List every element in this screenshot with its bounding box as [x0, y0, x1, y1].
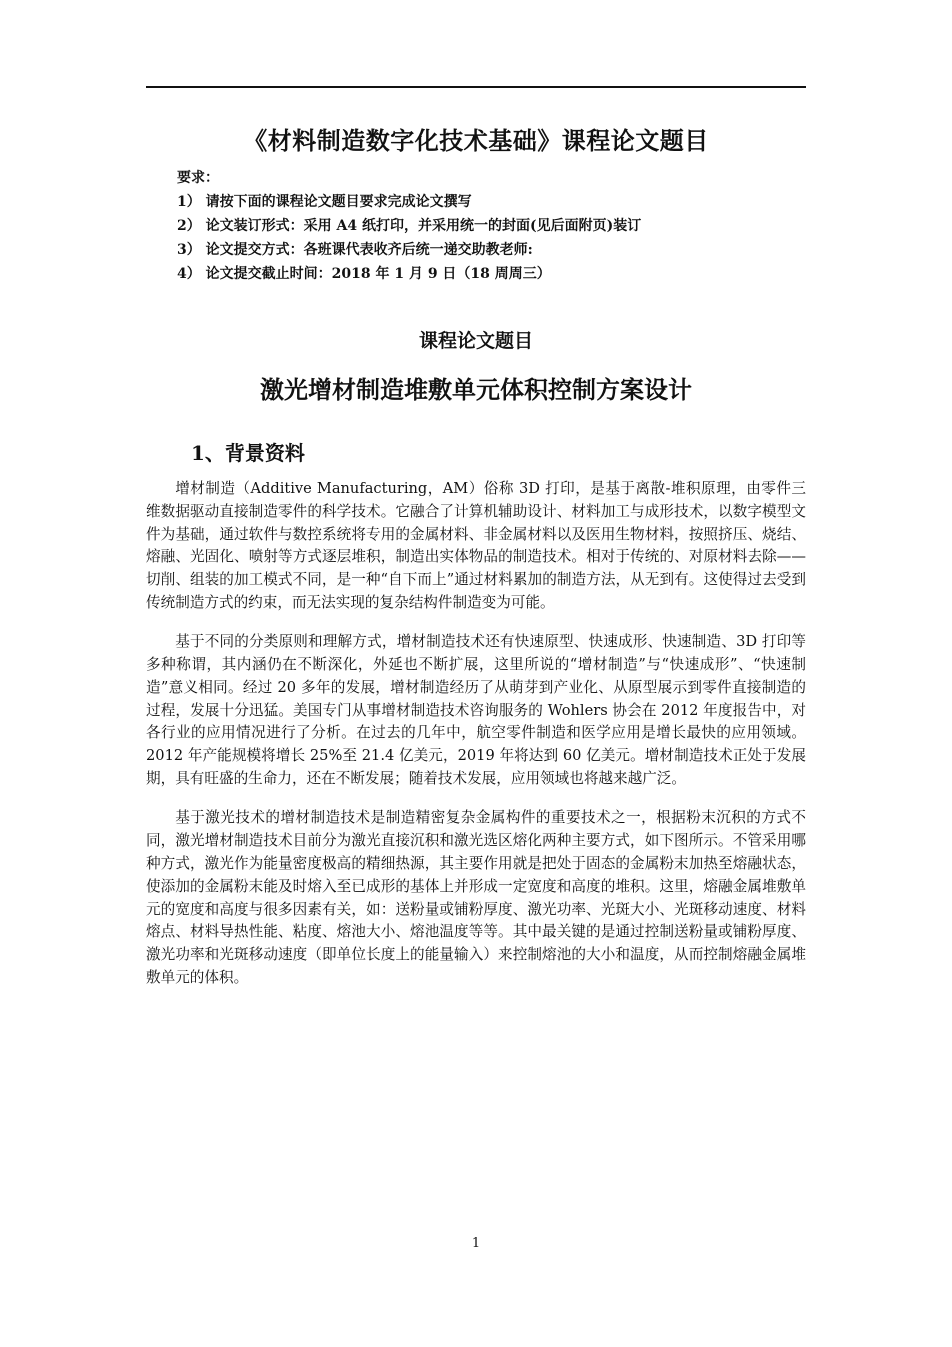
topic-title: 激光增材制造堆敷单元体积控制方案设计 — [260, 375, 692, 404]
paragraph: 基于激光技术的增材制造技术是制造精密复杂金属构件的重要技术之一，根据粉末沉积的方式不同，激光增材制造技术目前分为激光直接沉积和激光选区熔化两种主要方式，如下图所示。不管采用哪种方式，激光作为能量密度极高的精细热源，其主要作用就是把处于固态的金属粉末加热至熔融状态，使添加的金属粉末能及时熔入至已成形的基体上并形成一定宽度和高度的堆积。这里，熔融金属堆敷单元的宽度和高度与很多因素有关，如：送粉量或铺粉厚度、激光功率、光斑大小、光斑移动速度、材料熔点、材料导热性能、粘度、熔池大小、熔池温度等等。其中最关键的是通过控制送粉量或铺粉厚度、激光功率和光斑移动速度（即单位长度上的能量输入）来控制熔池的大小和温度，从而控制熔融金属堆敷单元的体积。 — [146, 809, 806, 986]
paragraph: 基于不同的分类原则和理解方式，增材制造技术还有快速原型、快速成形、快速制造、3D 打印等多种称谓，其内涵仍在不断深化，外延也不断扩展，这里所说的“增材制造”与“快速成形”、“快速制造”意义相同。经过 20 多年的发展，增材制造经历了从萌芽到产业化、从原型展示到零件直接制造的过程，发展十分迅猛。美国专门从事增材制造技术咨询服务的 Wohlers 协会在 2012 年度报告中，对各行业的应用情况进行了分析。在过去的几年中，航空零件制造和医学应用是增长最快的应用领域。2012 年产能规模将增长 25%至 21.4 亿美元，2019 年将达到 60 亿美元。增材制造技术正处于发展期，具有旺盛的生命力，还在不断发展；随着技术发展，应用领域也将越来越广泛。 — [146, 633, 806, 788]
requirements-label: 要求： — [177, 170, 219, 186]
section-heading: 课程论文题目 — [418, 330, 533, 352]
requirement-item: 4） 论文提交截止时间：2018 年 1 月 9 日（18 周周三） — [177, 266, 551, 282]
chapter-heading: 1、背景资料 — [191, 441, 305, 465]
requirement-item: 2） 论文装订形式：采用 A4 纸打印，并采用统一的封面(见后面附页)装订 — [177, 218, 642, 234]
body-text — [146, 478, 806, 1006]
paragraph: 增材制造（Additive Manufacturing，AM）俗称 3D 打印，是基于离散-堆积原理，由零件三维数据驱动直接制造零件的科学技术。它融合了计算机辅助设计、材料加工与成形技术，以数字模型文件为基础，通过软件与数控系统将专用的金属材料、非金属材料以及医用生物材料，按照挤压、烧结、熔融、光固化、喷射等方式逐层堆积，制造出实体物品的制造技术。相对于传统的、对原材料去除——切削、组装的加工模式不同，是一种“自下而上”通过材料累加的制造方法，从无到有。这使得过去受到传统制造方式的约束，而无法实现的复杂结构件制造变为可能。 — [146, 480, 806, 611]
requirement-item: 1） 请按下面的课程论文题目要求完成论文撰写 — [177, 194, 472, 210]
page-number: 1 — [471, 1236, 481, 1251]
header-rule — [146, 86, 806, 88]
requirements-block — [177, 166, 797, 286]
requirement-item: 3） 论文提交方式：各班课代表收齐后统一递交助教老师: — [177, 242, 533, 258]
document-title: 《材料制造数字化技术基础》课程论文题目 — [243, 126, 709, 155]
